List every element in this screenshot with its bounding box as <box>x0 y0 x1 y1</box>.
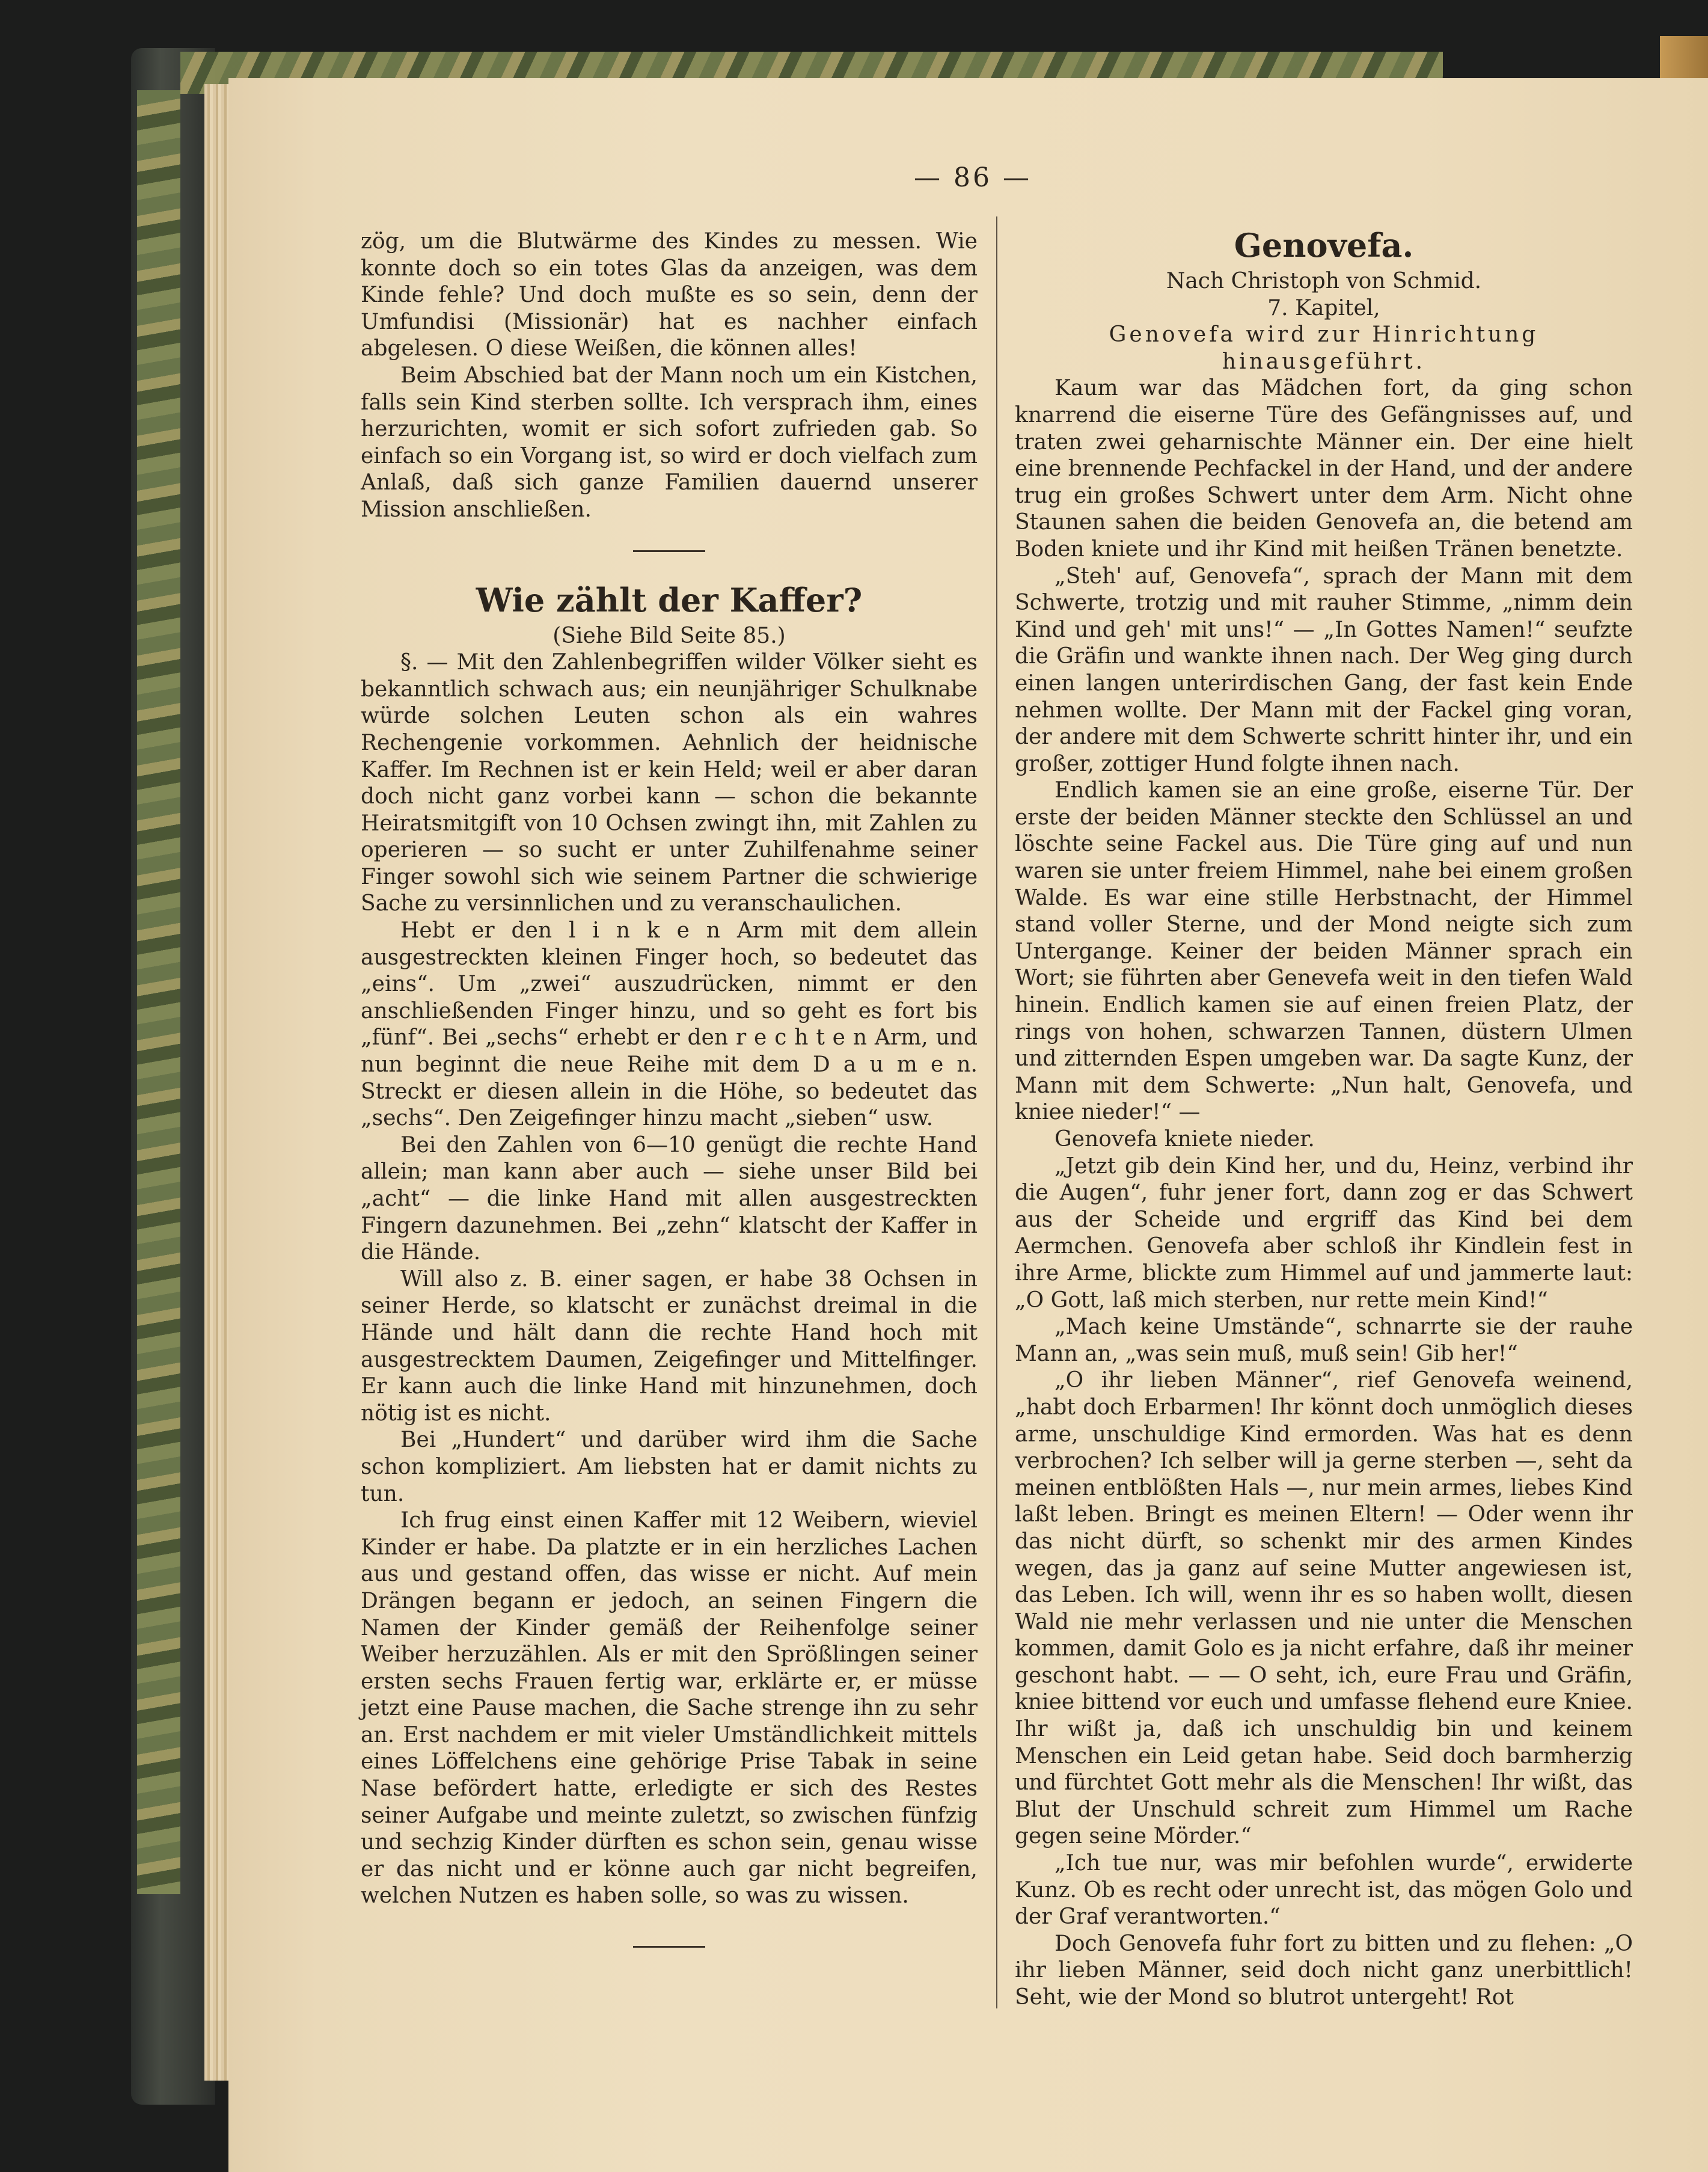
story-subtitle: Nach Christoph von Schmid. <box>1166 269 1482 293</box>
paragraph: Bei den Zahlen von 6—10 genügt die rechte Hand allein; man kann aber auch — siehe unser Bild bei „acht“ — die linke Hand mit allen ausgestreckten Fingern dazunehmen. Bei „zehn“ klatscht der Kaffer in die Hände. <box>361 1132 978 1265</box>
story-title: Genovefa. <box>1234 226 1414 265</box>
paragraph: Will also z. B. einer sagen, er habe 38 Ochsen in seiner Herde, so klatscht er zunächst dreimal in die Hände und hält dann die rechte Hand hoch mit ausgestrecktem Daumen, Zeigefinger und Mittelfinger. Er kann auch die linke Hand mit hinzunehmen, doch nötig ist es nicht. <box>361 1266 978 1426</box>
paragraph: „Mach keine Umstände“, schnarrte sie der rauhe Mann an, „was sein muß, muß sein! Gib her!“ <box>1015 1315 1633 1366</box>
paragraph: „Steh' auf, Genovefa“, sprach der Mann mit dem Schwerte, trotzig und mit rauher Stimme, „nimm dein Kind und geh' mit uns!“ — „In Gottes Namen!“ seufzte die Gräfin und wankte ihnen nach. Der Weg ging durch einen langen unterirdischen Gang, der fast kein Ende nehmen wollte. Der Mann mit der Fackel ging voran, der andere mit dem Schwerte schritt hinter ihr, und ein großer, zottiger Hund folgte ihnen nach. <box>1015 563 1633 776</box>
right-column <box>1015 226 1633 2011</box>
column-divider <box>996 216 997 2008</box>
paragraph: Doch Genovefa fuhr fort zu bitten und zu flehen: „O ihr lieben Männer, seid doch nicht ganz unerbittlich! Seht, wie der Mond so blutrot untergeht! Rot <box>1015 1931 1633 2010</box>
paragraph: Beim Abschied bat der Mann noch um ein Kistchen, falls sein Kind sterben sollte. Ich versprach ihm, eines herzurichten, womit er sich sofort zufrieden gab. So einfach so ein Vorgang ist, so wird er doch vielfach zum Anlaß, daß sich ganze Familien dauernd unserer Mission anschließen. <box>361 363 978 522</box>
end-separator <box>633 1946 705 1948</box>
left-column <box>361 229 978 1948</box>
section-separator <box>633 550 705 552</box>
paragraph: „Jetzt gib dein Kind her, und du, Heinz, verbind ihr die Augen“, fuhr jener fort, dann zog er das Schwert aus der Scheide und ergriff das Kind bei dem Aermchen. Genovefa aber schloß ihr Kindlein fest in ihre Arme, blickte zum Himmel auf und jammerte laut: „O Gott, laß mich sterben, nur rette mein Kind!“ <box>1015 1153 1633 1313</box>
article-subtitle: (Siehe Bild Seite 85.) <box>552 623 786 648</box>
page-number: — 86 — <box>914 162 1032 193</box>
paragraph: „O ihr lieben Männer“, rief Genovefa weinend, „habt doch Erbarmen! Ihr könnt doch unmöglich dieses arme, unschuldige Kind ermorden. Was hat es denn verbrochen? Ich selber will ja gerne sterben —, seht da meinen entblößten Hals —, nur mein armes, liebes Kind laßt leben. Bringt es meinen Eltern! — Oder wenn ihr das nicht dürft, so schenkt mir des armen Kindes wegen, das ja ganz auf seine Mutter angewiesen ist, das Leben. Ich will, wenn ihr es so haben wollt, diesen Wald nie mehr verlassen und nie unter die Menschen kommen, damit Golo es ja nicht erfahre, daß ihr meiner geschont habt. — — O seht, ich, eure Frau und Gräfin, kniee bittend vor euch und umfasse flehend eure Kniee. Ihr wißt ja, daß ich unschuldig bin und keinem Menschen ein Leid getan habe. Seid doch barmherzig und fürchtet Gott mehr als die Menschen! Ihr wißt, das Blut der Unschuld schreit zum Himmel um Rache gegen seine Mörder.“ <box>1015 1368 1633 1849</box>
paragraph: Ich frug einst einen Kaffer mit 12 Weibern, wieviel Kinder er habe. Da platzte er in ein herzliches Lachen aus und gestand offen, das wisse er nicht. Auf mein Drängen begann er jedoch, an seinen Fingern die Namen der Kinder gemäß der Reihenfolge seiner Weiber herzuzählen. Als er mit den Sprößlingen seiner ersten sechs Frauen fertig war, erklärte er, er müsse jetzt eine Pause machen, die Sache strenge ihn zu sehr an. Erst nachdem er mit vieler Umständlichkeit mittels eines Löffelchens eine gehörige Prise Tabak in seine Nase befördert hatte, erledigte er sich des Restes seiner Aufgabe und meinte zuletzt, so zwischen fünfzig und sechzig Kinder dürften es schon sein, genau wisse er das nicht und er könne auch gar nicht begreifen, welchen Nutzen es haben solle, so was zu wissen. <box>361 1508 978 1909</box>
paragraph: zög, um die Blutwärme des Kindes zu messen. Wie konnte doch so ein totes Glas da anzeigen, was dem Kinde fehle? Und doch mußte es so sein, denn der Umfundisi (Missionär) hat es nachher einfach abgelesen. O diese Weißen, die können alles! <box>361 229 978 361</box>
article-title: Wie zählt der Kaffer? <box>476 580 863 619</box>
chapter-title: Genovefa wird zur Hinrichtung hinausgeführt. <box>1109 322 1539 374</box>
paragraph: Genovefa kniete nieder. <box>1054 1127 1315 1152</box>
marbled-binding-edge <box>137 90 180 1894</box>
paragraph: Hebt er den l i n k e n Arm mit dem allein ausgestreckten kleinen Finger hoch, so bedeutet das „eins“. Um „zwei“ auszudrücken, nimmt er den anschließenden Finger hinzu, und so geht es fort bis „fünf“. Bei „sechs“ erhebt er den r e c h t e n Arm, und nun beginnt die neue Reihe mit dem D a u m e n. Streckt er diesen allein in die Höhe, so bedeutet das „sechs“. Den Zeigefinger hinzu macht „sieben“ usw. <box>361 918 978 1131</box>
paragraph: „Ich tue nur, was mir befohlen wurde“, erwiderte Kunz. Ob es recht oder unrecht ist, das mögen Golo und der Graf verantworten.“ <box>1015 1851 1633 1930</box>
paragraph: Endlich kamen sie an eine große, eiserne Tür. Der erste der beiden Männer steckte den Schlüssel an und löschte seine Fackel aus. Die Türe ging auf und nun waren sie unter freiem Himmel, nahe bei einem großen Walde. Es war eine stille Herbstnacht, der Himmel stand voller Sterne, und der Mond neigte sich zum Untergange. Keiner der beiden Männer sprach ein Wort; sie führten aber Genevefa weit in den tiefen Wald hinein. Endlich kamen sie auf einen freien Platz, der rings von hohen, schwarzen Tannen, düstern Ulmen und zitternden Espen umgeben war. Da sagte Kunz, der Mann mit dem Schwerte: „Nun halt, Genovefa, und kniee nieder!“ — <box>1015 778 1633 1125</box>
chapter-number: 7. Kapitel, <box>1267 295 1380 321</box>
paragraph: §. — Mit den Zahlenbegriffen wilder Völker sieht es bekanntlich schwach aus; ein neunjähriger Schulknabe würde solchen Leuten schon als ein wahres Rechengenie vorkommen. Aehnlich der heidnische Kaffer. Im Rechnen ist er kein Held; weil er aber daran doch nicht ganz vorbei kann — schon die bekannte Heiratsmitgift von 10 Ochsen zwingt ihn, mit Zahlen zu operieren — so sucht er unter Zuhilfenahme seiner Finger sowohl sich wie seinem Partner die schwierige Sache zu versinnlichen und zu veranschaulichen. <box>361 650 978 916</box>
paragraph: Kaum war das Mädchen fort, da ging schon knarrend die eiserne Türe des Gefängnisses auf, und traten zwei geharnischte Männer ein. Der eine hielt eine brennende Pechfackel in der Hand, und der andere trug ein großes Schwert unter dem Arm. Nicht ohne Staunen sahen die beiden Genovefa an, die betend am Boden kniete und ihr Kind mit heißen Tränen benetzte. <box>1015 376 1633 562</box>
paragraph: Bei „Hundert“ und darüber wird ihm die Sache schon kompliziert. Am liebsten hat er damit nichts zu tun. <box>361 1428 978 1506</box>
